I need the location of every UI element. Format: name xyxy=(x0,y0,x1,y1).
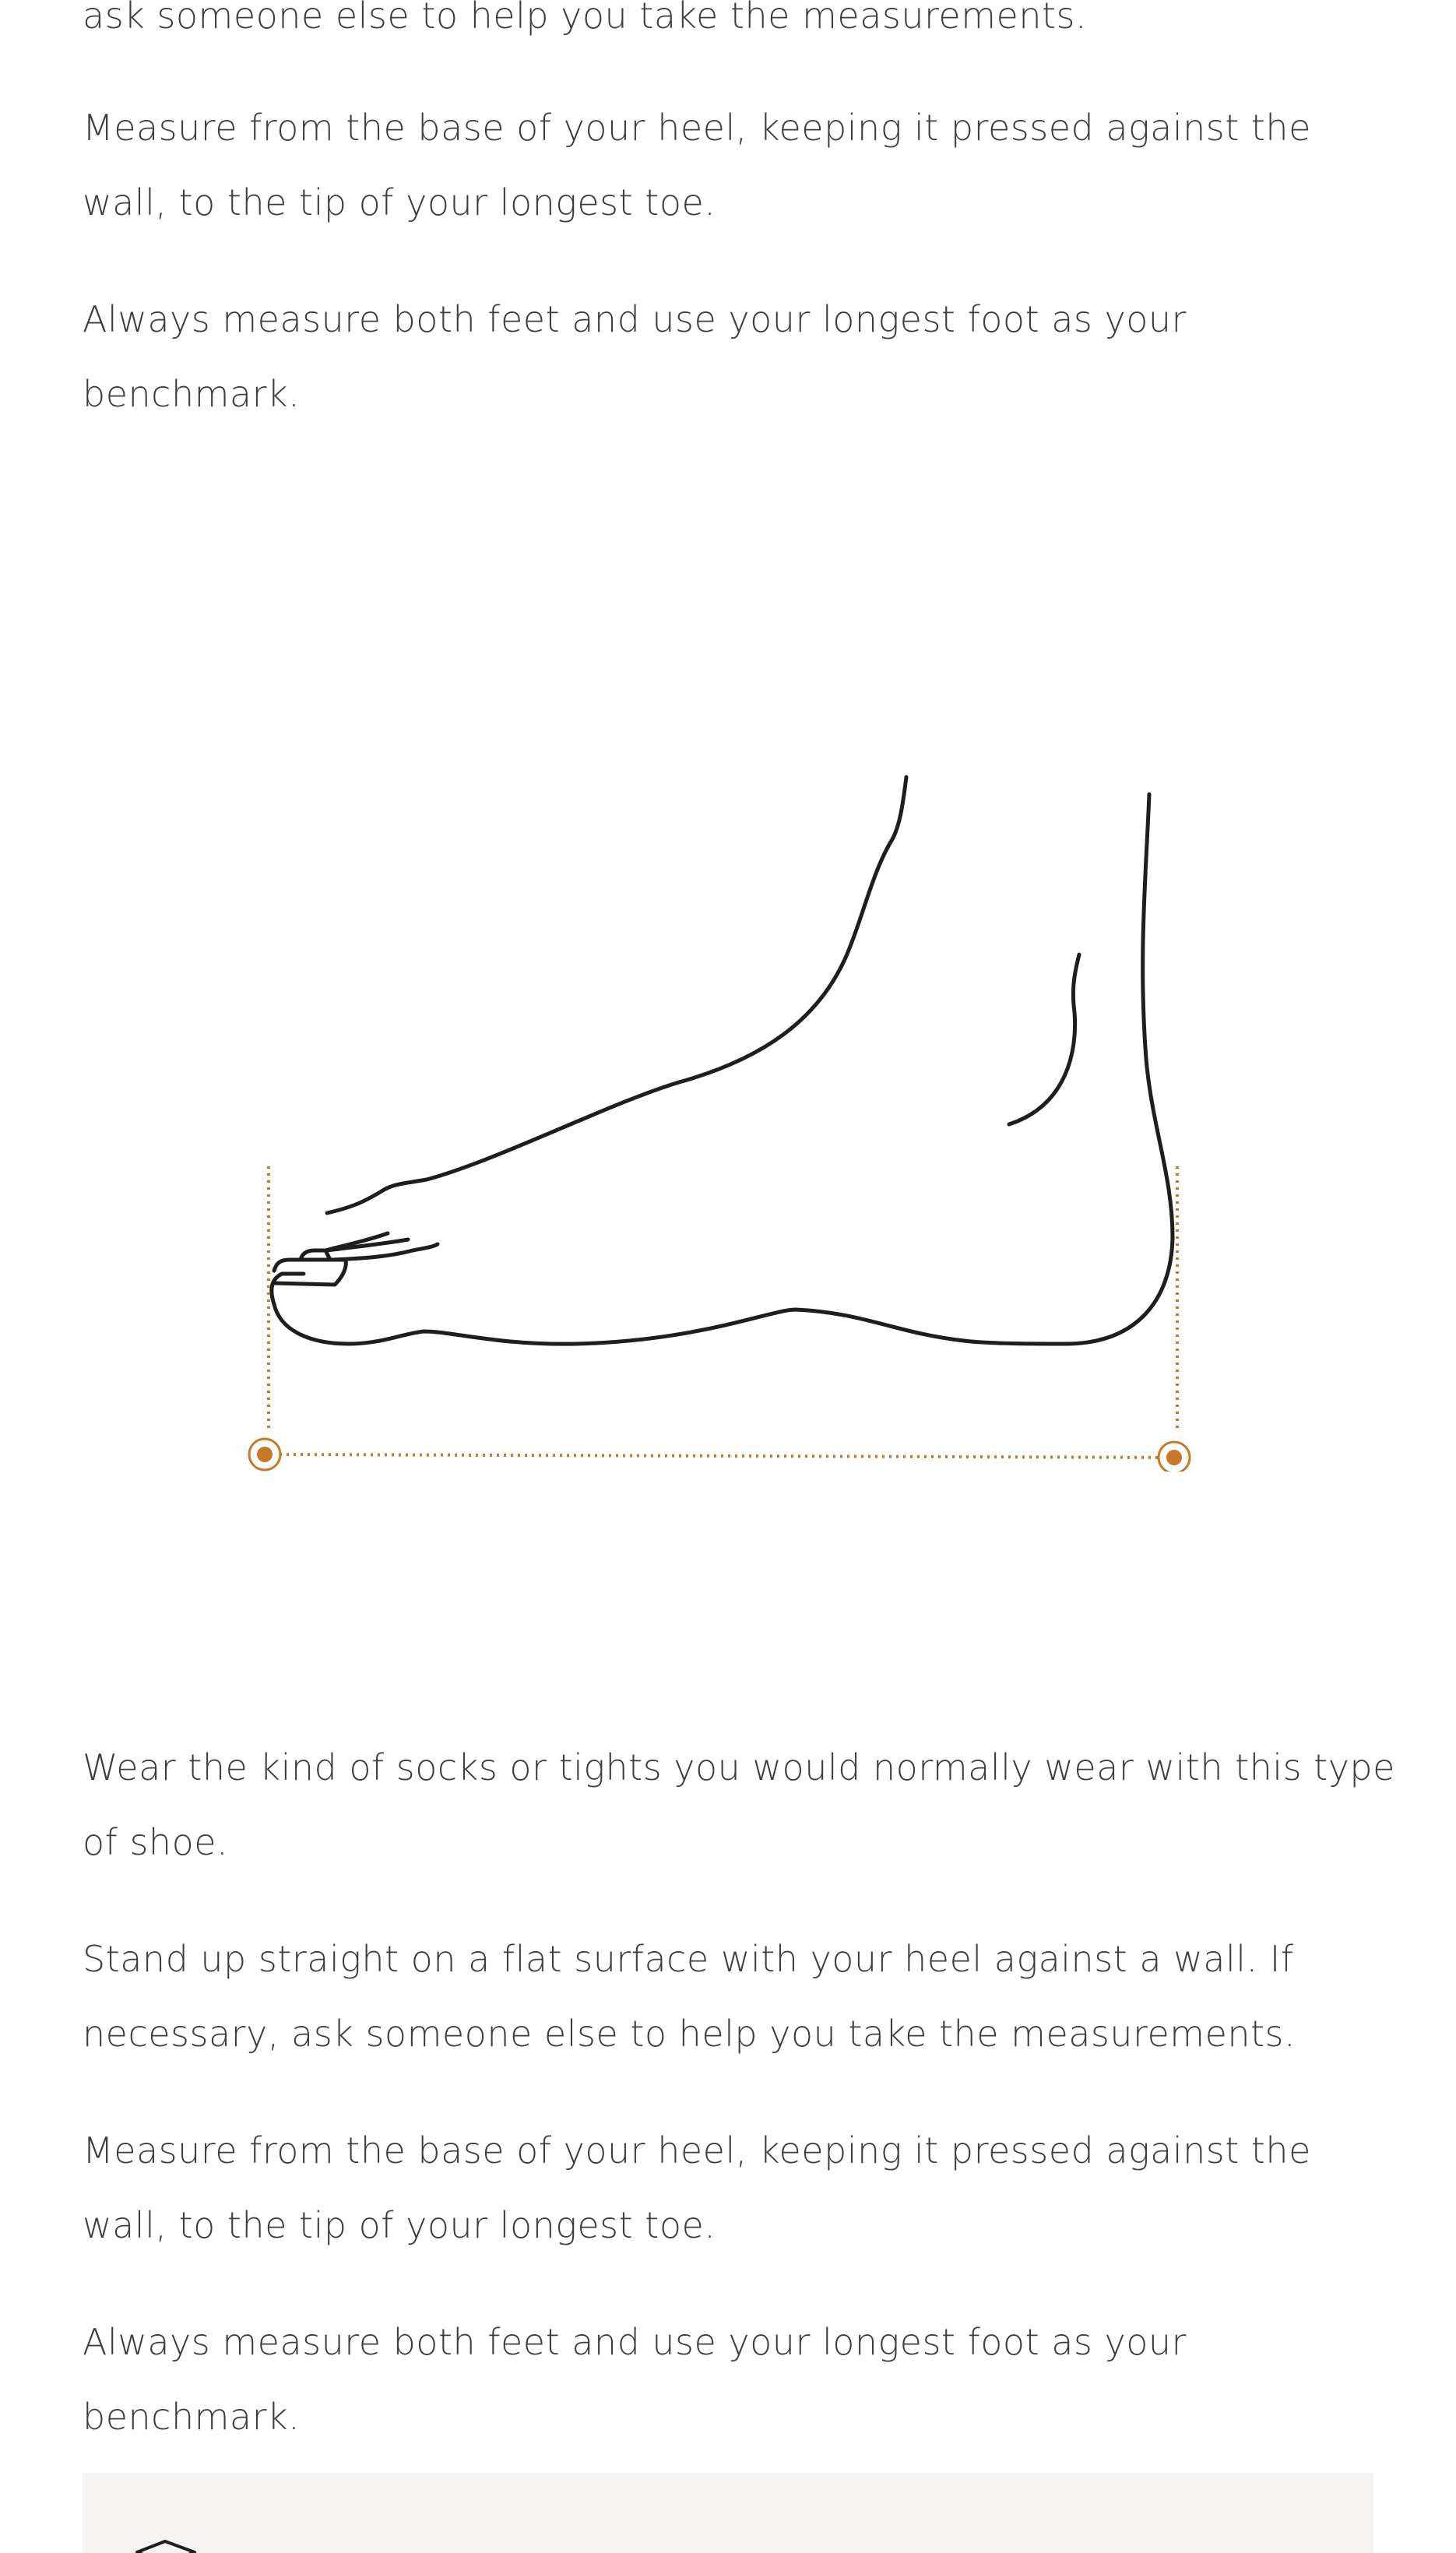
instruction-step2-partial: ask someone else to help you take the measurements. xyxy=(83,0,1088,37)
foot-outline-top xyxy=(327,777,906,1213)
instruction-step3-repeat: Measure from the base of your heel, keeping it pressed against the wall, to the tip of your longest toe. xyxy=(83,2129,1311,2246)
instruction-step2: Stand up straight on a flat surface with your heel against a wall. If necessary, ask someone else to help you take the measurements. xyxy=(83,1938,1296,2055)
instruction-step1: Wear the kind of socks or tights you would normally wear with this type of shoe. xyxy=(83,1746,1395,1863)
foot-measurement-illustration xyxy=(0,724,1456,1472)
note-box xyxy=(83,2473,1373,2553)
instruction-step3: Measure from the base of your heel, keeping it pressed against the wall, to the tip of your longest toe. xyxy=(83,107,1311,223)
instruction-step4-repeat: Always measure both feet and use your longest foot as your benchmark. xyxy=(83,2321,1187,2438)
box-icon xyxy=(134,2537,198,2553)
measurement-line xyxy=(273,1454,1169,1458)
heel-marker-icon xyxy=(1159,1442,1190,1472)
instruction-step4: Always measure both feet and use your longest foot as your benchmark. xyxy=(83,298,1187,415)
toe-marker-icon xyxy=(249,1439,280,1470)
foot-measurement-diagram-icon xyxy=(0,724,1456,1472)
ankle-bone xyxy=(1009,955,1079,1124)
